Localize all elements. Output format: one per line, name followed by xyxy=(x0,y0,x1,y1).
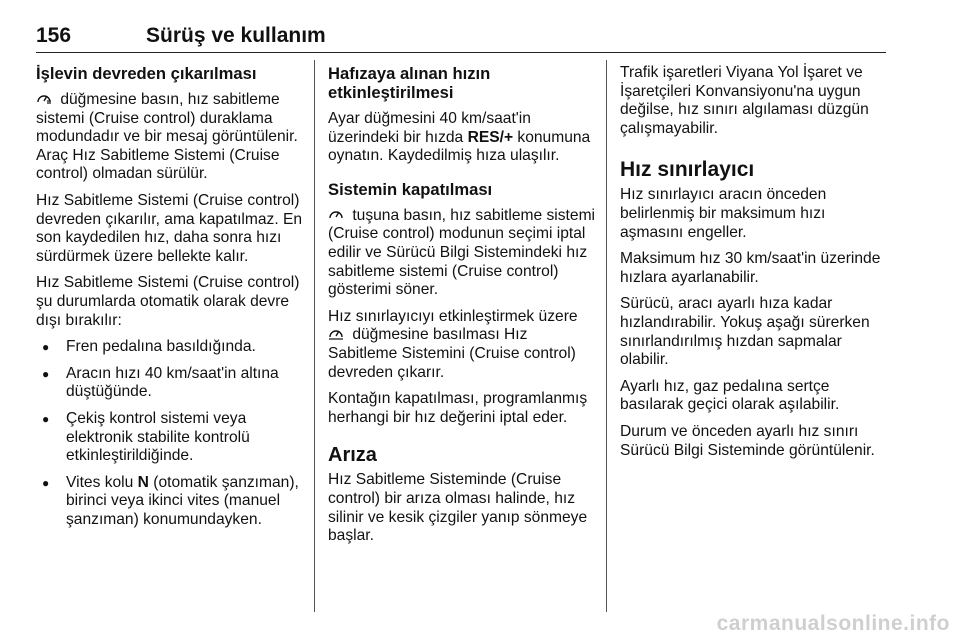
page-header xyxy=(36,22,886,53)
column-2 xyxy=(328,64,596,554)
column-3 xyxy=(620,64,892,468)
page-number: 156 xyxy=(36,24,72,47)
section-title: Sürüş ve kullanım xyxy=(146,24,326,47)
heading-switch-off: Sistemin kapatılması xyxy=(328,179,493,199)
paragraph: Sürücü, aracı ayarlı hıza kadar hızlandırabilir. Yokuş aşağı sürerken sınırlandırılmış hızdan sapmalar olabilir. xyxy=(620,295,870,369)
paragraph: Kontağın kapatılması, programlanmış herhangi bir hız değerini iptal eder. xyxy=(328,390,588,426)
cruise-control-icon xyxy=(328,207,344,221)
paragraph: Hız Sabitleme Sisteminde (Cruise control) bir arıza olması halinde, hız silinir ve kesik çizgiler yanıp sönmeye başlar. xyxy=(328,471,588,545)
paragraph: tuşuna basın, hız sabitleme sistemi (Cruise control) modunun seçimi iptal edilir ve Sürücü Bilgi Sistemindeki hız sabitleme sistemi (Cruise control) gösterimi söner. xyxy=(328,206,596,299)
paragraph: Hız sınırlayıcı aracın önceden belirlenmiş bir maksimum hızı aşmasını engeller. xyxy=(620,186,827,241)
list-item: ● Çekiş kontrol sistemi veya elektronik stabilite kontrolü etkinleştirildiğinde. xyxy=(36,410,304,466)
speedometer-pause-icon xyxy=(36,91,52,105)
column-divider xyxy=(606,60,607,612)
paragraph: Trafik işaretleri Viyana Yol İşaret ve İşaretçileri Konvansiyonu'na uygun değilse, hız sınırı algılaması düzgün çalışmayabilir. xyxy=(620,64,869,137)
paragraph: Maksimum hız 30 km/saat'in üzerinde hızlara ayarlanabilir. xyxy=(620,250,881,286)
paragraph: düğmesine basın, hız sabitleme sistemi (Cruise control) duraklama modundadır ve bir mesaj görüntülenir. Araç Hız Sabitleme Sistemi (Cruise control) olmadan sürülür. xyxy=(36,91,298,183)
paragraph: Ayar düğmesini 40 km/saat'in üzerindeki bir hızda RES/+ konumuna oynatın. Kaydedilmiş hıza ulaşılır. xyxy=(328,110,591,165)
heading-speed-limiter: Hız sınırlayıcı xyxy=(620,158,755,182)
column-divider xyxy=(314,60,315,612)
speed-limiter-icon xyxy=(328,326,344,340)
list-item: ● Fren pedalına basıldığında. xyxy=(36,338,304,357)
column-1 xyxy=(36,64,304,537)
paragraph: Durum ve önceden ayarlı hız sınırı Sürücü Bilgi Sisteminde görüntülenir. xyxy=(620,422,875,459)
paragraph: Hız Sabitleme Sistemi (Cruise control) şu durumlarda otomatik olarak devre dışı bırakılır: xyxy=(36,274,300,329)
paragraph: Hız sınırlayıcıyı etkinleştirmek üzere düğmesine basılması Hız Sabitleme Sistemini (Cruise control) devreden çıkarır. xyxy=(328,307,578,381)
paragraph: Hız Sabitleme Sistemi (Cruise control) devreden çıkarılır, ama kapatılmaz. En son kaydedilen hız, daha sonra hızı sürdürmek üzere bellekte kalır. xyxy=(36,191,303,265)
heading-fault: Arıza xyxy=(328,444,377,467)
list-item: ● Vites kolu N (otomatik şanzıman), birinci veya ikinci vites (manuel şanzıman) konumundayken. xyxy=(36,474,304,530)
list-item: ● Aracın hızı 40 km/saat'in altına düştüğünde. xyxy=(36,365,304,402)
watermark: carmanualsonline.info xyxy=(716,612,950,635)
heading-deactivate: İşlevin devreden çıkarılması xyxy=(36,64,257,83)
paragraph: Ayarlı hız, gaz pedalına sertçe basılarak geçici olarak aşılabilir. xyxy=(620,377,840,414)
heading-resume-speed: Hafızaya alınan hızın etkinleştirilmesi xyxy=(328,64,491,102)
bullet-list xyxy=(36,338,304,529)
